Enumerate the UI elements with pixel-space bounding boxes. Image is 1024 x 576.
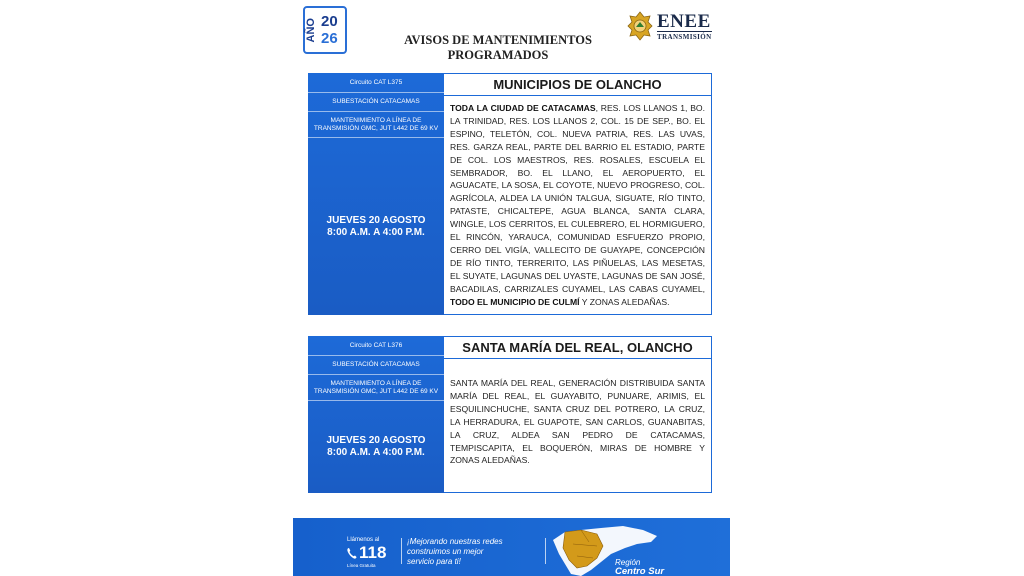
region-word: Región xyxy=(615,558,641,567)
schedule xyxy=(308,138,444,315)
hotline xyxy=(347,537,386,569)
area-title: SANTA MARÍA DEL REAL, OLANCHO xyxy=(444,337,711,359)
logo-text xyxy=(657,12,712,41)
enee-logo xyxy=(627,11,712,41)
circuit-label: Circuito CAT L375 xyxy=(308,73,444,93)
hotline-number-row xyxy=(347,544,386,562)
outage-card-2 xyxy=(308,336,712,493)
affected-areas-bold-end: TODO EL MUNICIPIO DE CULMÍ xyxy=(450,296,580,307)
slogan-line-1: ¡Mejorando nuestras redes xyxy=(407,537,503,546)
outage-card-1 xyxy=(308,73,712,315)
year-bottom: 26 xyxy=(321,30,338,47)
card-info-column xyxy=(308,336,444,493)
area-title: MUNICIPIOS DE OLANCHO xyxy=(444,74,711,96)
year-top: 20 xyxy=(321,13,338,30)
phone-icon xyxy=(347,547,357,559)
affected-areas-body: , RES. LOS LLANOS 1, BO. LA TRINIDAD, RES. LOS LLANOS 2, COL. 15 DE SEP., BO. EL ESPINO, TELETÓN, COL. NUEVA PATRIA, RES. LAS UVAS, RES. GARZA REAL, PARTE DEL BARRIO EL ESTADIO, PARTE DE COL. LOS MAESTROS, RES. ROSALES, ESCUELA EL SEMBRADOR, BO. EL LLANO, EL AEROPUERTO, EL AGUACATE, LA SOSA, EL COYOTE, NUEVO PROGRESO, COL. AGRÍCOLA, ALDEA LA UNIÓN TALGUA, SIGUATE, RÍO TINTO, PATASTE, CHICALTEPE, AGUA BLANCA, SANTA CLARA, WINGLE, LOS CERRITOS, EL CULEBRERO, EL HORMIGUERO, EL RINCÓN, YARAUCA, COMUNIDAD ESFUERZO PROPIO, CERRO DEL VIGÍA, VALLECITO DE GUAYAPE, CONCEPCIÓN DE RÍO TINTO, TERRERITO, LAS PIÑUELAS, LAS MESETAS, EL SUYATE, LAGUNAS DEL UYASTE, LAGUNAS DE SAN JOSÉ, BACADILAS, CARRIZALES CUYAMEL, LAS CABAS CUYAMEL, xyxy=(450,103,705,294)
schedule xyxy=(308,401,444,493)
seal-icon xyxy=(627,11,653,41)
schedule-date: JUEVES 20 AGOSTO xyxy=(326,214,426,226)
circuit-label: Circuito CAT L376 xyxy=(308,336,444,356)
affected-areas xyxy=(444,96,711,313)
region-name: Centro Sur xyxy=(615,566,665,576)
hotline-number: 118 xyxy=(359,543,387,562)
hotline-label: Llámenos al xyxy=(347,537,380,543)
slogan xyxy=(407,537,503,567)
logo-main: ENEE xyxy=(657,10,711,32)
card-info-column xyxy=(308,73,444,315)
footer-banner xyxy=(293,518,730,576)
year-badge xyxy=(303,6,347,54)
year-label: AÑO xyxy=(305,17,317,43)
schedule-time: 8:00 A.M. A 4:00 P.M. xyxy=(327,226,425,238)
slogan-line-3: servicio para ti! xyxy=(407,557,461,566)
divider xyxy=(401,538,402,564)
year-digits xyxy=(319,13,338,47)
maintenance-label: MANTENIMIENTO A LÍNEA DE TRANSMISIÓN GMC, JUT L442 DE 69 KV xyxy=(308,375,444,401)
hotline-sub: Línea Gratuita xyxy=(347,563,376,568)
affected-areas: SANTA MARÍA DEL REAL, GENERACIÓN DISTRIBUIDA SANTA MARÍA DEL REAL, EL GUAYABITO, PUNUARE, ARIMIS, EL ESQUILINCHUCHE, SANTA CRUZ DEL POTRERO, LA CRUZ, LA HERRADURA, EL GUAPOTE, SAN CARLOS, GUANABITAS, LA CRUZ, ALDEA SAN PEDRO DE CATACAMAS, TEMPISCAPITA, EL BOQUERÓN, MIRAS DE HOMBRE Y ZONAS ALEDAÑAS. xyxy=(450,378,705,466)
substation-label: SUBESTACIÓN CATACAMAS xyxy=(308,356,444,375)
card-detail-column xyxy=(444,73,712,315)
region-label xyxy=(615,558,664,576)
card-detail-column xyxy=(444,336,712,493)
affected-areas-bold-start: TODA LA CIUDAD DE CATACAMAS xyxy=(450,103,596,113)
title-line-1: AVISOS DE MANTENIMIENTOS xyxy=(404,33,592,47)
affected-areas-tail: Y ZONAS ALEDAÑAS. xyxy=(579,296,670,307)
page-title xyxy=(373,33,623,63)
maintenance-label: MANTENIMIENTO A LÍNEA DE TRANSMISIÓN GMC, JUT L442 DE 69 KV xyxy=(308,112,444,138)
schedule-date: JUEVES 20 AGOSTO xyxy=(326,435,426,446)
substation-label: SUBESTACIÓN CATACAMAS xyxy=(308,93,444,112)
divider xyxy=(545,538,546,564)
schedule-time: 8:00 A.M. A 4:00 P.M. xyxy=(327,447,425,458)
slogan-line-2: construimos un mejor xyxy=(407,547,484,556)
maintenance-notice xyxy=(293,0,730,576)
logo-sub: TRANSMISIÓN xyxy=(657,32,712,41)
title-line-2: PROGRAMADOS xyxy=(447,48,549,62)
